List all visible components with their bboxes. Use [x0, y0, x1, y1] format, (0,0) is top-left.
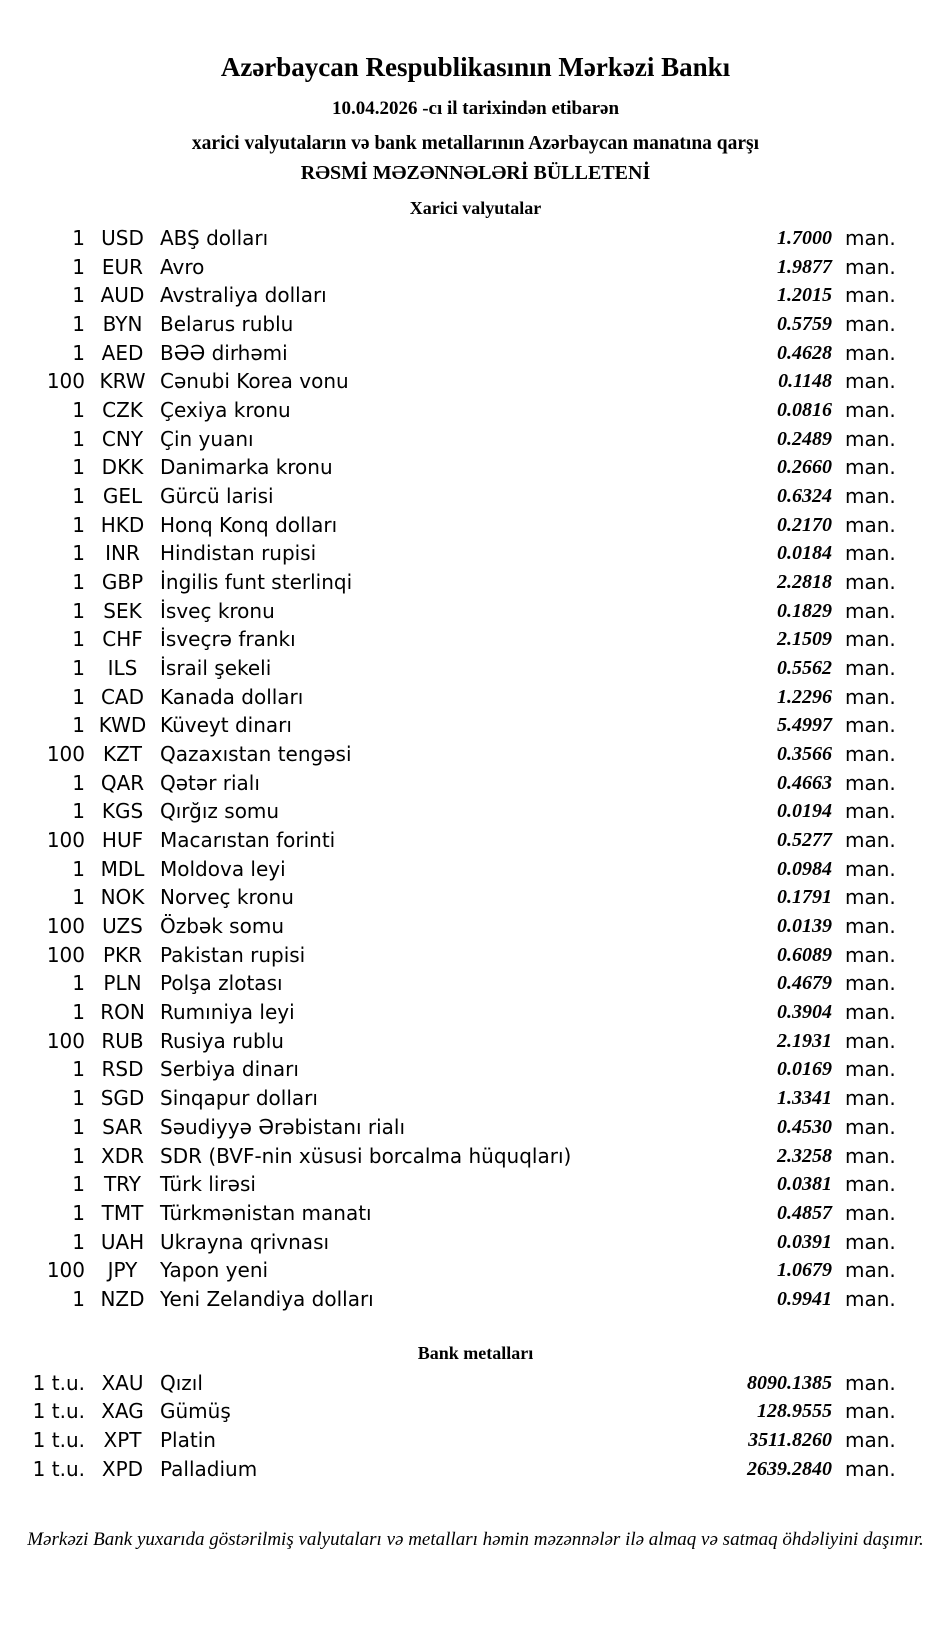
unit-label: man. [845, 1172, 896, 1197]
currency-row [0, 1170, 951, 1199]
currency-name: Qazaxıstan tengəsi [160, 742, 352, 767]
currency-code: XAG [101, 1399, 144, 1424]
row-quantity: 1 [72, 627, 85, 652]
currency-row [0, 310, 951, 339]
unit-label: man. [845, 398, 896, 423]
unit-label: man. [845, 1399, 896, 1424]
currency-row [0, 396, 951, 425]
currency-row [0, 597, 951, 626]
rate-value: 0.2170 [777, 513, 832, 536]
currency-code: XPT [103, 1427, 142, 1452]
currency-code: PKR [102, 942, 143, 967]
row-quantity: 1 t.u. [32, 1399, 85, 1424]
rate-value: 0.4530 [777, 1115, 832, 1138]
currency-row [0, 1199, 951, 1228]
row-quantity: 1 [72, 598, 85, 623]
row-quantity: 1 [72, 254, 85, 279]
rate-value: 1.2296 [777, 685, 832, 708]
rate-value: 128.9555 [757, 1400, 832, 1423]
rate-value: 0.4628 [777, 341, 832, 364]
currency-row [0, 1055, 951, 1084]
currency-row [0, 453, 951, 482]
unit-label: man. [845, 541, 896, 566]
row-quantity: 1 t.u. [32, 1456, 85, 1481]
currency-code: SGD [100, 1086, 145, 1111]
currency-name: Polşa zlotası [160, 971, 283, 996]
currency-name: Hindistan rupisi [160, 541, 317, 566]
currency-name: İsveçrə frankı [160, 627, 296, 652]
currency-row [0, 224, 951, 253]
row-quantity: 1 [72, 312, 85, 337]
unit-label: man. [845, 1000, 896, 1025]
rate-value: 0.5562 [777, 657, 832, 680]
currency-code: EUR [101, 254, 144, 279]
currency-row [0, 769, 951, 798]
unit-label: man. [845, 226, 896, 250]
currency-code: XDR [101, 1143, 144, 1168]
currency-name: Belarus rublu [160, 312, 294, 337]
rate-value: 1.0679 [777, 1259, 832, 1282]
currency-row [0, 740, 951, 769]
currency-row [0, 511, 951, 540]
rate-value: 0.0381 [777, 1173, 832, 1196]
unit-label: man. [845, 1286, 896, 1311]
metal-row [0, 1426, 951, 1455]
unit-label: man. [845, 512, 896, 537]
currency-name: Honq Konq dolları [160, 512, 338, 537]
currency-row [0, 711, 951, 740]
row-quantity: 1 [72, 1086, 85, 1111]
unit-label: man. [845, 1258, 896, 1283]
row-quantity: 1 [72, 426, 85, 451]
currency-name: Macarıstan forinti [160, 828, 336, 853]
currencies-table [0, 224, 951, 1314]
rate-value: 2.1931 [777, 1029, 832, 1052]
row-quantity: 1 [72, 799, 85, 824]
currency-row [0, 1142, 951, 1171]
rate-value: 8090.1385 [747, 1371, 832, 1394]
unit-label: man. [845, 1057, 896, 1082]
currency-code: UAH [100, 1229, 145, 1254]
currency-code: USD [101, 226, 144, 250]
unit-label: man. [845, 1114, 896, 1139]
row-quantity: 100 [46, 942, 85, 967]
rate-value: 0.0816 [777, 399, 832, 422]
row-quantity: 1 [72, 484, 85, 509]
unit-label: man. [845, 627, 896, 652]
currency-code: SEK [103, 598, 142, 623]
currency-row [0, 998, 951, 1027]
rate-value: 0.0139 [777, 915, 832, 938]
currency-code: CNY [101, 426, 144, 451]
currency-row [0, 1256, 951, 1285]
currency-row [0, 253, 951, 282]
row-quantity: 1 [72, 1286, 85, 1311]
rate-value: 0.3566 [777, 743, 832, 766]
currency-name: Rusiya rublu [160, 1028, 284, 1053]
currency-row [0, 625, 951, 654]
unit-label: man. [845, 828, 896, 853]
rate-value: 0.6089 [777, 943, 832, 966]
currency-row [0, 1113, 951, 1142]
currency-code: KRW [99, 369, 146, 394]
row-quantity: 1 [72, 283, 85, 308]
currency-name: Pakistan rupisi [160, 942, 306, 967]
currency-name: Çin yuanı [160, 426, 254, 451]
currency-name: Avstraliya dolları [160, 283, 327, 308]
currency-name: Kanada dolları [160, 684, 304, 709]
unit-label: man. [845, 770, 896, 795]
currency-name: Yapon yeni [160, 1258, 269, 1283]
unit-label: man. [845, 684, 896, 709]
currency-name: Səudiyyə Ərəbistanı rialı [160, 1114, 406, 1139]
row-quantity: 1 [72, 570, 85, 595]
currency-name: Özbək somu [160, 914, 284, 939]
currency-name: Avro [160, 254, 205, 279]
rate-value: 0.0391 [777, 1230, 832, 1253]
currency-row [0, 855, 951, 884]
currency-name: BƏƏ dirhəmi [160, 340, 288, 365]
rate-value: 0.0984 [777, 857, 832, 880]
unit-label: man. [845, 484, 896, 509]
row-quantity: 1 [72, 1000, 85, 1025]
currency-code: ILS [107, 656, 138, 681]
currency-name: Yeni Zelandiya dolları [160, 1286, 374, 1311]
currency-name: Norveç kronu [160, 885, 294, 910]
row-quantity: 1 [72, 971, 85, 996]
row-quantity: 1 [72, 713, 85, 738]
currency-code: INR [105, 541, 140, 566]
currency-name: İsrail şekeli [160, 656, 272, 681]
currency-name: Platin [160, 1427, 216, 1452]
row-quantity: 1 [72, 541, 85, 566]
rate-value: 0.4857 [777, 1201, 832, 1224]
unit-label: man. [845, 455, 896, 480]
currencies-section-title: Xarici valyutalar [409, 198, 542, 218]
unit-label: man. [845, 914, 896, 939]
unit-label: man. [845, 369, 896, 394]
currency-name: İngilis funt sterlinqi [160, 570, 353, 595]
rate-value: 0.2489 [777, 427, 832, 450]
currency-row [0, 941, 951, 970]
currency-code: CAD [100, 684, 145, 709]
row-quantity: 1 t.u. [32, 1370, 85, 1395]
currency-row [0, 339, 951, 368]
row-quantity: 1 [72, 684, 85, 709]
rate-value: 2.1509 [777, 628, 832, 651]
currency-code: MDL [100, 856, 145, 881]
row-quantity: 1 [72, 885, 85, 910]
rate-value: 0.4679 [777, 972, 832, 995]
currency-code: HKD [100, 512, 145, 537]
currency-code: RUB [101, 1028, 144, 1053]
unit-label: man. [845, 713, 896, 738]
unit-label: man. [845, 570, 896, 595]
currency-row [0, 1285, 951, 1314]
currency-code: PLN [103, 971, 142, 996]
currency-name: SDR (BVF-nin xüsusi borcalma hüquqları) [160, 1143, 572, 1168]
currency-name: Türk lirəsi [160, 1172, 256, 1197]
currency-row [0, 425, 951, 454]
currency-name: İsveç kronu [160, 598, 275, 623]
unit-label: man. [845, 312, 896, 337]
metal-row [0, 1397, 951, 1426]
currency-name: Ukrayna qrivnası [160, 1229, 330, 1254]
row-quantity: 1 [72, 1057, 85, 1082]
unit-label: man. [845, 885, 896, 910]
row-quantity: 1 [72, 226, 85, 250]
unit-label: man. [845, 1370, 896, 1395]
currency-name: Qırğız somu [160, 799, 280, 824]
currency-name: Çexiya kronu [160, 398, 291, 423]
currency-code: CZK [102, 398, 143, 423]
unit-label: man. [845, 799, 896, 824]
currency-name: Türkmənistan manatı [160, 1200, 372, 1225]
rate-value: 0.3904 [777, 1001, 832, 1024]
currency-row [0, 1228, 951, 1257]
unit-label: man. [845, 1456, 896, 1481]
row-quantity: 1 t.u. [32, 1427, 85, 1452]
rate-value: 2639.2840 [747, 1457, 832, 1480]
bulletin-title: RƏSMİ MƏZƏNNƏLƏRİ BÜLLETENİ [300, 162, 651, 184]
row-quantity: 1 [72, 856, 85, 881]
document-footer [0, 1528, 951, 1552]
rate-value: 0.4663 [777, 771, 832, 794]
rate-value: 0.1791 [777, 886, 832, 909]
rate-value: 0.6324 [777, 485, 832, 508]
row-quantity: 100 [46, 742, 85, 767]
unit-label: man. [845, 598, 896, 623]
rate-value: 1.9877 [777, 255, 832, 278]
currency-row [0, 654, 951, 683]
rate-value: 1.3341 [777, 1087, 832, 1110]
currency-row [0, 482, 951, 511]
currency-code: UZS [102, 914, 143, 939]
currency-code: BYN [102, 312, 143, 337]
rate-value: 0.2660 [777, 456, 832, 479]
rate-value: 0.0169 [777, 1058, 832, 1081]
currency-code: KWD [98, 713, 147, 738]
row-quantity: 1 [72, 1143, 85, 1168]
currency-row [0, 539, 951, 568]
unit-label: man. [845, 426, 896, 451]
rate-value: 0.0194 [777, 800, 832, 823]
currency-code: QAR [100, 770, 145, 795]
currency-row [0, 969, 951, 998]
row-quantity: 1 [72, 340, 85, 365]
unit-label: man. [845, 283, 896, 308]
currency-name: Rumıniya leyi [160, 1000, 295, 1025]
row-quantity: 1 [72, 656, 85, 681]
currency-code: JPY [107, 1258, 138, 1283]
currency-code: NZD [100, 1286, 145, 1311]
subject-line: xarici valyutaların və bank metallarının Azərbaycan manatına qarşı [191, 133, 760, 154]
unit-label: man. [845, 340, 896, 365]
currency-name: Palladium [160, 1456, 258, 1481]
rate-value: 1.7000 [777, 227, 832, 249]
rate-value: 0.0184 [777, 542, 832, 565]
unit-label: man. [845, 1086, 896, 1111]
row-quantity: 1 [72, 1114, 85, 1139]
currency-row [0, 683, 951, 712]
currency-code: SAR [102, 1114, 143, 1139]
row-quantity: 1 [72, 512, 85, 537]
row-quantity: 100 [46, 914, 85, 939]
currency-code: HUF [101, 828, 144, 853]
currency-row [0, 367, 951, 396]
currency-name: Qətər rialı [160, 770, 260, 795]
currency-code: XPD [101, 1456, 144, 1481]
currency-code: RON [100, 1000, 145, 1025]
currency-code: KZT [102, 742, 143, 767]
rate-value: 0.1148 [778, 370, 832, 393]
row-quantity: 100 [46, 828, 85, 853]
currency-row [0, 912, 951, 941]
rate-value: 3511.8260 [748, 1428, 832, 1451]
currency-code: XAU [101, 1370, 144, 1395]
currency-name: Cənubi Korea vonu [160, 369, 349, 394]
rate-value: 0.9941 [777, 1287, 832, 1310]
currency-name: Moldova leyi [160, 856, 286, 881]
currency-code: TRY [103, 1172, 142, 1197]
currency-code: AED [101, 340, 144, 365]
rate-value: 1.2015 [777, 284, 832, 307]
row-quantity: 1 [72, 1200, 85, 1225]
metal-row [0, 1455, 951, 1484]
currency-row [0, 568, 951, 597]
unit-label: man. [845, 1200, 896, 1225]
row-quantity: 100 [46, 369, 85, 394]
rate-value: 2.3258 [777, 1144, 832, 1167]
unit-label: man. [845, 1229, 896, 1254]
rate-value: 0.5759 [777, 313, 832, 336]
unit-label: man. [845, 942, 896, 967]
unit-label: man. [845, 1143, 896, 1168]
currency-code: KGS [101, 799, 144, 824]
currency-row [0, 826, 951, 855]
currency-code: CHF [102, 627, 143, 652]
row-quantity: 1 [72, 770, 85, 795]
currency-name: Gümüş [160, 1399, 231, 1424]
currency-code: RSD [101, 1057, 144, 1082]
currency-code: GEL [102, 484, 143, 509]
currency-row [0, 1084, 951, 1113]
bank-name-title: Azərbaycan Respublikasının Mərkəzi Bankı [220, 52, 731, 82]
row-quantity: 1 [72, 1229, 85, 1254]
metals-table [0, 1369, 951, 1484]
rate-value: 5.4997 [777, 714, 832, 737]
currency-code: TMT [101, 1200, 144, 1225]
currency-name: Danimarka kronu [160, 455, 333, 480]
disclaimer-note: Mərkəzi Bank yuxarıda göstərilmiş valyutaları və metalları həmin məzənnələr ilə almaq və satmaq öhdəliyini daşımır. [27, 1529, 924, 1551]
unit-label: man. [845, 971, 896, 996]
row-quantity: 1 [72, 455, 85, 480]
effective-date: 10.04.2026 -cı il tarixindən etibarən [331, 98, 620, 119]
row-quantity: 1 [72, 398, 85, 423]
unit-label: man. [845, 742, 896, 767]
currency-code: DKK [101, 455, 144, 480]
currency-code: AUD [100, 283, 145, 308]
currency-row [0, 1027, 951, 1056]
rate-value: 2.2818 [777, 571, 832, 594]
row-quantity: 100 [46, 1258, 85, 1283]
currency-name: ABŞ dolları [160, 226, 269, 250]
currency-row [0, 883, 951, 912]
row-quantity: 100 [46, 1028, 85, 1053]
currency-name: Küveyt dinarı [160, 713, 292, 738]
metals-section-title: Bank metalları [417, 1342, 534, 1363]
rate-value: 0.1829 [777, 599, 832, 622]
currency-name: Sinqapur dolları [160, 1086, 318, 1111]
unit-label: man. [845, 656, 896, 681]
unit-label: man. [845, 1028, 896, 1053]
unit-label: man. [845, 1427, 896, 1452]
currency-name: Serbiya dinarı [160, 1057, 299, 1082]
currency-code: GBP [101, 570, 144, 595]
document-header [0, 50, 951, 186]
rate-value: 0.5277 [777, 829, 832, 852]
currency-row [0, 281, 951, 310]
unit-label: man. [845, 254, 896, 279]
currency-name: Qızıl [160, 1370, 203, 1395]
currency-code: NOK [100, 885, 145, 910]
currency-name: Gürcü larisi [160, 484, 274, 509]
unit-label: man. [845, 856, 896, 881]
row-quantity: 1 [72, 1172, 85, 1197]
bulletin-document [0, 50, 951, 1552]
metal-row [0, 1369, 951, 1398]
currency-row [0, 797, 951, 826]
